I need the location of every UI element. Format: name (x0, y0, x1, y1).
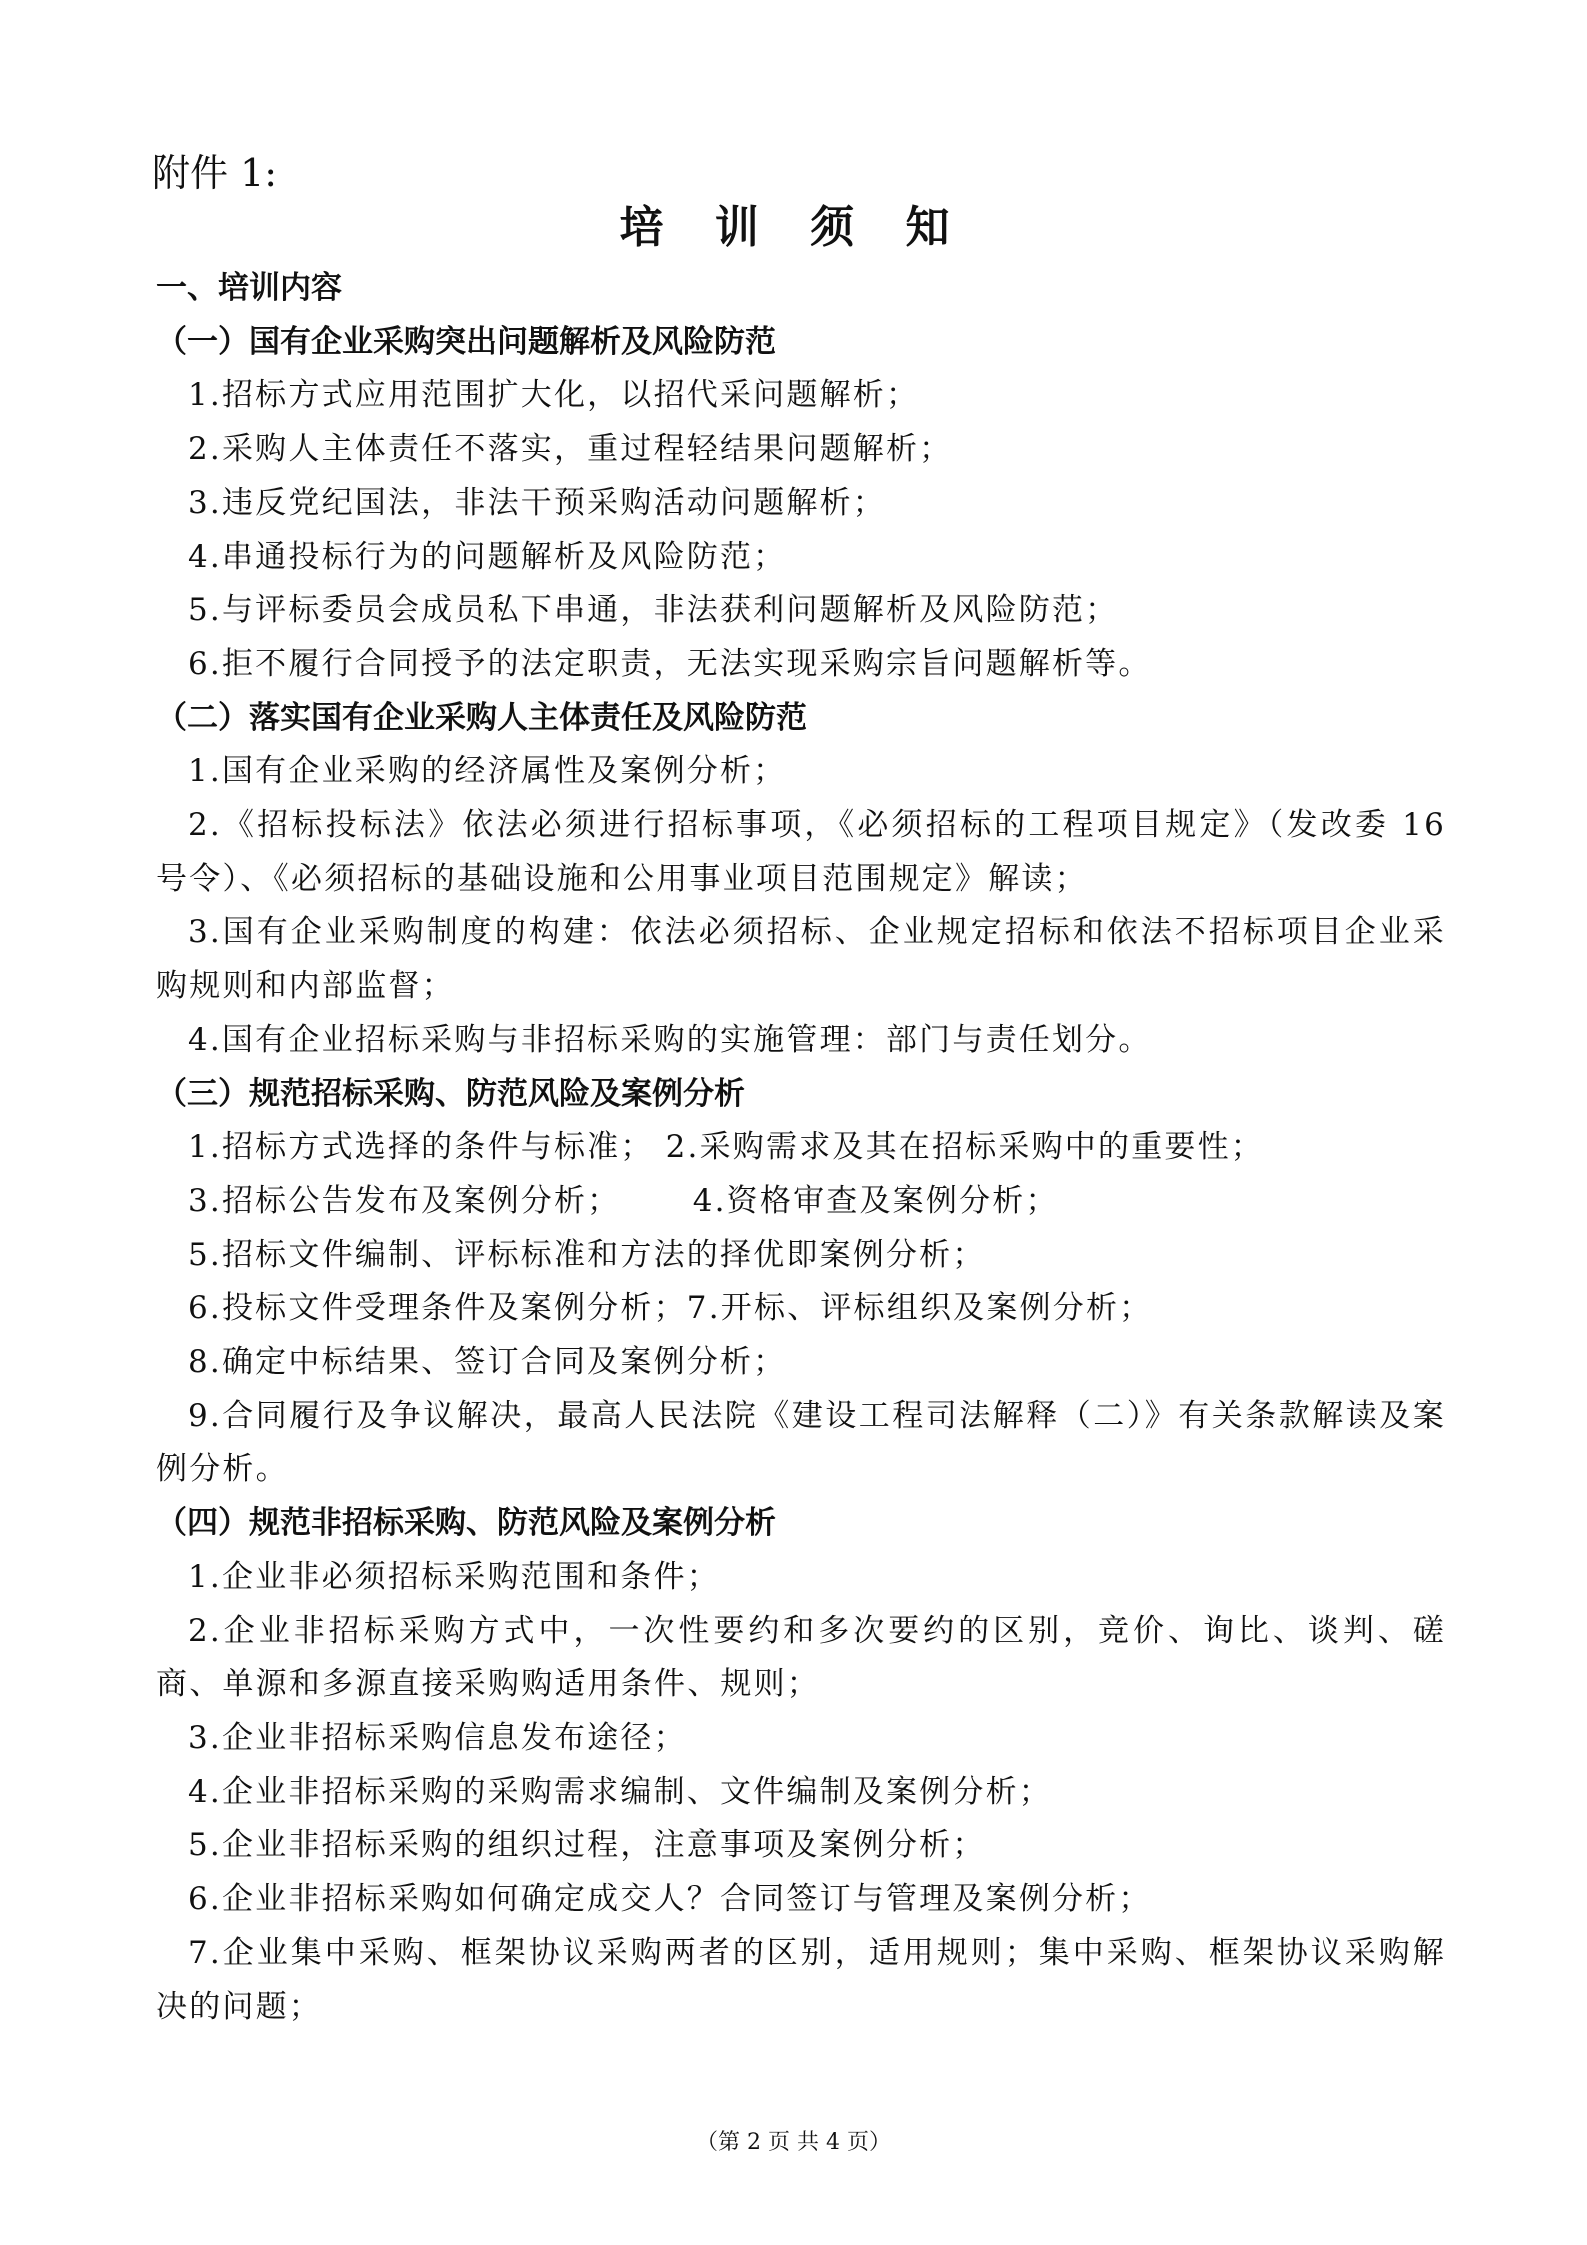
list-item: 6.拒不履行合同授予的法定职责，无法实现采购宗旨问题解析等。 (188, 645, 1152, 682)
subsection-heading-4: （四）规范非招标采购、防范风险及案例分析 (156, 1505, 776, 1542)
list-item: 1.企业非必须招标采购范围和条件； (188, 1558, 720, 1595)
list-item: 6.投标文件受理条件及案例分析；7.开标、评标组织及案例分析； (188, 1290, 1153, 1327)
list-item: 3.招标公告发布及案例分析； 4.资格审查及案例分析； (188, 1182, 1059, 1219)
list-item: 5.与评标委员会成员私下串通，非法获利问题解析及风险防范； (188, 592, 1119, 629)
list-item: 5.招标文件编制、评标标准和方法的择优即案例分析； (188, 1236, 986, 1273)
list-item: 1.招标方式选择的条件与标准； 2.采购需求及其在招标采购中的重要性； (188, 1129, 1265, 1166)
list-item: 2.《招标投标法》依法必须进行招标事项，《必须招标的工程项目规定》（发改委 16 号令）、《必须招标的基础设施和公用事业项目范围规定》解读； (156, 807, 1446, 897)
list-item: 9.合同履行及争议解决，最高人民法院《建设工程司法解释（二）》有关条款解读及案例分析。 (156, 1397, 1446, 1488)
list-item: 4.企业非招标采购的采购需求编制、文件编制及案例分析； (188, 1773, 1052, 1810)
subsection-heading-3: （三）规范招标采购、防范风险及案例分析 (156, 1075, 745, 1112)
attachment-label: 附件 1: (152, 151, 278, 195)
list-item: 2.企业非招标采购方式中，一次性要约和多次要约的区别，竞价、询比、谈判、磋商、单源和多源直接采购购适用条件、规则； (156, 1612, 1446, 1703)
section-heading-training-content: 一、培训内容 (156, 270, 342, 306)
subsection-heading-2: （二）落实国有企业采购人主体责任及风险防范 (156, 699, 807, 736)
list-item: 1.招标方式应用范围扩大化，以招代采问题解析； (188, 377, 920, 414)
document-title: 培 训 须 知 (619, 202, 968, 253)
page-footer: （第 2 页 共 4 页） (696, 2130, 891, 2155)
list-item: 3.违反党纪国法，非法干预采购活动问题解析； (188, 484, 886, 521)
document-body (156, 262, 1446, 2034)
list-item: 8.确定中标结果、签订合同及案例分析； (188, 1344, 787, 1381)
list-item: 5.企业非招标采购的组织过程，注意事项及案例分析； (188, 1827, 986, 1864)
subsection-heading-1: （一）国有企业采购突出问题解析及风险防范 (156, 323, 776, 360)
list-item: 2.采购人主体责任不落实，重过程轻结果问题解析； (188, 431, 953, 468)
list-item: 1.国有企业采购的经济属性及案例分析； (188, 753, 787, 790)
list-item: 3.企业非招标采购信息发布途径； (188, 1719, 687, 1756)
list-item: 6.企业非招标采购如何确定成交人？合同签订与管理及案例分析； (188, 1881, 1152, 1918)
list-item: 4.国有企业招标采购与非招标采购的实施管理：部门与责任划分。 (188, 1021, 1152, 1058)
list-item: 7.企业集中采购、框架协议采购两者的区别，适用规则；集中采购、框架协议采购解决的问题； (156, 1934, 1446, 2025)
list-item: 4.串通投标行为的问题解析及风险防范； (188, 538, 787, 575)
list-item: 3.国有企业采购制度的构建：依法必须招标、企业规定招标和依法不招标项目企业采购规则和内部监督； (156, 914, 1446, 1005)
